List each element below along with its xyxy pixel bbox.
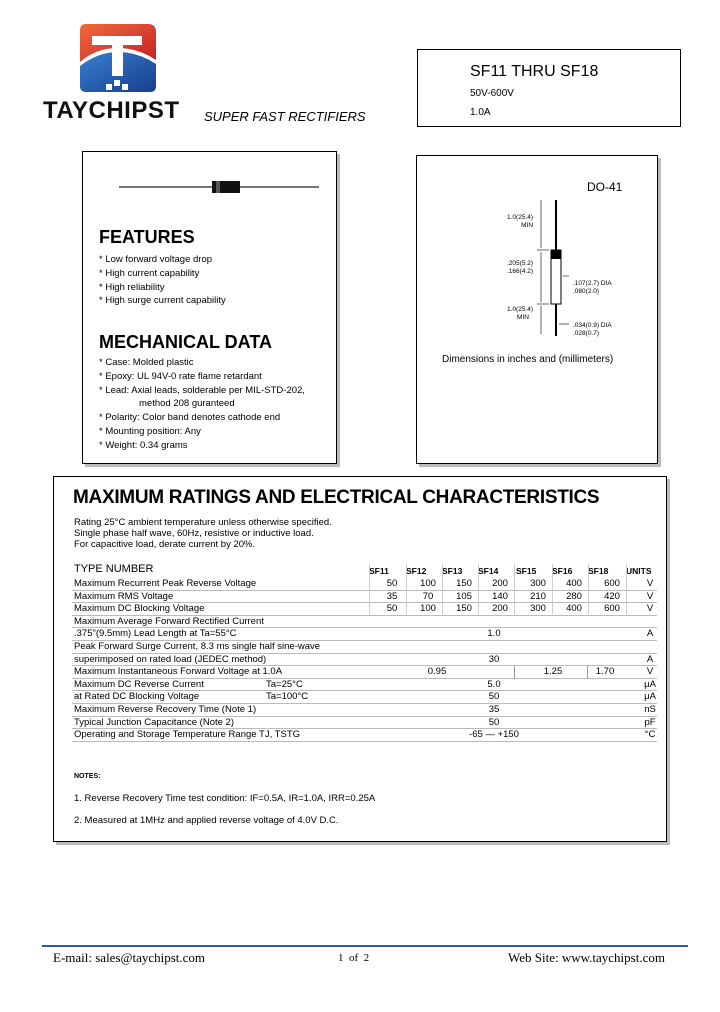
dim-text: MIN xyxy=(521,222,534,229)
table-cell: 200 xyxy=(492,603,508,615)
table-cell: Ta=100°C xyxy=(266,691,309,703)
column-divider xyxy=(588,564,589,614)
list-item: * Polarity: Color band denotes cathode end xyxy=(99,412,281,424)
table-cell: μA xyxy=(644,678,656,690)
col-header: SF16 xyxy=(552,566,573,576)
column-divider xyxy=(514,666,515,679)
table-cell: Operating and Storage Temperature Range TJ, TSTG xyxy=(74,729,301,741)
table-cell: V xyxy=(646,603,654,615)
table-cell: at Rated DC Blocking Voltage xyxy=(74,691,200,703)
features-heading: FEATURES xyxy=(99,227,195,247)
column-divider xyxy=(626,564,627,614)
col-header: SF15 xyxy=(516,566,537,576)
diode-image xyxy=(119,180,319,194)
note-2: 2. Measured at 1MHz and applied reverse voltage of 4.0V D.C. xyxy=(74,815,339,826)
voltage-range: 50V-600V xyxy=(470,88,514,99)
column-divider xyxy=(552,564,553,614)
table-cell: 300 xyxy=(530,578,546,589)
package-name: DO-41 xyxy=(587,180,623,194)
brand-subtitle: SUPER FAST RECTIFIERS xyxy=(204,109,366,124)
col-header: SF13 xyxy=(442,566,463,576)
table-cell: 105 xyxy=(456,590,472,602)
table-cell: Maximum RMS Voltage xyxy=(74,590,174,602)
dim-text: .205(5.2) xyxy=(507,260,534,267)
ratings-box xyxy=(53,476,667,842)
dim-lead-top xyxy=(507,214,533,230)
footer-email[interactable]: E-mail: sales@taychipst.com xyxy=(53,950,206,965)
table-cell: .375"(9.5mm) Lead Length at Ta=55°C xyxy=(74,628,237,640)
table-cell: Maximum Recurrent Peak Reverse Voltage xyxy=(74,578,257,589)
col-header: SF18 xyxy=(588,566,609,576)
list-item: * Low forward voltage drop xyxy=(99,254,213,265)
table-row xyxy=(54,691,666,704)
package-box xyxy=(416,155,658,464)
logo xyxy=(78,22,158,94)
table-cell: superimposed on rated load (JEDEC method) xyxy=(74,653,267,665)
table-row xyxy=(54,717,666,730)
col-header: SF12 xyxy=(406,566,427,576)
dim-text: DIA xyxy=(600,280,612,287)
dim-body-length xyxy=(507,260,533,276)
list-item: * Epoxy: UL 94V-0 rate flame retardant xyxy=(99,370,262,382)
table-cell: 280 xyxy=(566,590,582,602)
column-divider xyxy=(478,564,479,614)
table-cell: 30 xyxy=(488,653,500,665)
current-rating: 1.0A xyxy=(470,107,491,118)
table-row xyxy=(54,679,666,692)
column-divider xyxy=(442,564,443,614)
list-item: * High current capability xyxy=(99,267,200,279)
column-divider xyxy=(406,564,407,614)
table-row xyxy=(54,729,666,742)
condition-text: For capacitive load, derate current by 20%. xyxy=(74,539,256,550)
table-cell: 35 xyxy=(488,704,500,715)
page-number: 1 of 2 xyxy=(338,952,370,964)
note-1: 1. Reverse Recovery Time test condition: IF=0.5A, IR=1.0A, IRR=0.25A xyxy=(74,793,376,804)
brand-name: TAYCHIPST xyxy=(43,97,180,124)
dim-lead-bottom xyxy=(507,306,533,322)
condition-text: Rating 25°C ambient temperature unless otherwise specified. xyxy=(74,517,332,528)
table-cell: Maximum Average Forward Rectified Current xyxy=(74,615,264,627)
table-cell: 70 xyxy=(422,590,434,602)
table-cell: 1.25 xyxy=(543,666,563,678)
table-cell: -65 — +150 xyxy=(469,729,519,741)
col-header: SF11 xyxy=(369,566,389,576)
table-cell: 50 xyxy=(488,716,500,728)
table-cell: 150 xyxy=(456,578,472,589)
table-cell: 200 xyxy=(492,578,508,589)
table-row xyxy=(54,641,666,654)
table-cell: Maximum DC Reverse Current xyxy=(74,678,204,690)
table-cell: nS xyxy=(644,704,656,715)
col-header: SF14 xyxy=(478,566,499,576)
table-row xyxy=(54,704,666,717)
features-box xyxy=(82,151,337,464)
table-row xyxy=(54,578,666,591)
table-cell: A xyxy=(646,653,654,665)
notes-heading: NOTES: xyxy=(74,773,101,780)
table-cell: 5.0 xyxy=(487,678,501,690)
part-title: SF11 THRU SF18 xyxy=(470,63,599,80)
column-divider xyxy=(369,564,370,614)
table-cell: 150 xyxy=(456,603,472,615)
footer-line xyxy=(42,945,688,947)
table-cell: 100 xyxy=(420,578,436,589)
list-item: * High surge current capability xyxy=(99,295,226,307)
list-item: * Case: Molded plastic xyxy=(99,357,194,368)
table-cell: Maximum Instantaneous Forward Voltage at 1.0A xyxy=(74,666,283,678)
table-cell: pF xyxy=(644,716,656,728)
taychipst-logo-mark xyxy=(78,22,158,94)
mechanical-list xyxy=(99,356,305,453)
table-cell: 140 xyxy=(492,590,508,602)
dim-text: 1.0(25.4) xyxy=(507,306,534,313)
dim-text: .080(2.0) xyxy=(573,288,600,295)
package-drawing xyxy=(417,156,657,356)
title-box xyxy=(417,49,681,127)
table-cell: V xyxy=(646,590,654,602)
dim-text: .034(0.9) xyxy=(573,322,600,329)
table-cell: 300 xyxy=(530,603,546,615)
table-cell: °C xyxy=(644,729,656,741)
dim-text: DIA xyxy=(600,322,612,329)
table-row xyxy=(54,654,666,667)
table-row xyxy=(54,591,666,604)
table-cell: 100 xyxy=(420,603,436,615)
table-cell: Typical Junction Capacitance (Note 2) xyxy=(74,716,234,728)
table-cell: Maximum Reverse Recovery Time (Note 1) xyxy=(74,704,257,715)
dim-text: .107(2.7) xyxy=(573,280,600,287)
table-cell: 50 xyxy=(386,603,398,615)
table-cell: Maximum DC Blocking Voltage xyxy=(74,603,205,615)
table-cell: 600 xyxy=(604,578,620,589)
list-item: * Mounting position: Any xyxy=(99,425,201,437)
dim-body-dia xyxy=(573,280,612,296)
table-row xyxy=(54,628,666,641)
list-item: * Lead: Axial leads, solderable per MIL-STD-202, xyxy=(99,384,305,396)
conditions xyxy=(74,517,332,550)
table-cell: 0.95 xyxy=(427,666,447,678)
col-header: UNITS xyxy=(626,566,652,576)
dim-text: .028(0.7) xyxy=(573,330,600,337)
table-cell: A xyxy=(646,628,654,640)
table-cell: V xyxy=(646,666,654,678)
table-cell: 1.0 xyxy=(487,628,501,640)
table-cell: 420 xyxy=(604,590,620,602)
column-divider xyxy=(587,666,588,679)
dim-text: .166(4.2) xyxy=(507,268,534,275)
dim-text: 1.0(25.4) xyxy=(507,214,534,221)
table-cell: Ta=25°C xyxy=(266,678,303,690)
table-cell: Peak Forward Surge Current, 8.3 ms single half sine-wave xyxy=(74,641,321,652)
table-cell: 50 xyxy=(488,691,500,703)
type-number-label: TYPE NUMBER xyxy=(74,563,154,575)
table-cell: 50 xyxy=(386,578,398,589)
table-cell: 600 xyxy=(604,603,620,615)
table-row xyxy=(54,603,666,616)
table-cell: 400 xyxy=(566,603,582,615)
table-cell: μA xyxy=(644,691,656,703)
list-item: * High reliability xyxy=(99,281,165,293)
table-cell: 35 xyxy=(386,590,398,602)
footer-website[interactable]: Web Site: www.taychipst.com xyxy=(508,950,665,965)
list-item: * Weight: 0.34 grams xyxy=(99,439,188,451)
dimensions-caption: Dimensions in inches and (millimeters) xyxy=(442,354,614,365)
table-cell: 400 xyxy=(566,578,582,589)
table-cell: 1.70 xyxy=(595,666,615,678)
ratings-heading: MAXIMUM RATINGS AND ELECTRICAL CHARACTERISTICS xyxy=(73,487,600,508)
table-cell: V xyxy=(646,578,654,589)
table-row xyxy=(54,616,666,629)
row-divider xyxy=(72,741,657,742)
table-row xyxy=(54,666,666,679)
list-item: method 208 guranteed xyxy=(139,398,235,410)
features-list xyxy=(99,253,226,308)
dim-lead-dia xyxy=(573,322,612,338)
dim-text: MIN xyxy=(517,314,529,321)
condition-text: Single phase half wave, 60Hz, resistive or inductive load. xyxy=(74,528,314,539)
mechanical-heading: MECHANICAL DATA xyxy=(99,332,272,352)
table-cell: 210 xyxy=(530,590,546,602)
column-divider xyxy=(514,564,515,614)
